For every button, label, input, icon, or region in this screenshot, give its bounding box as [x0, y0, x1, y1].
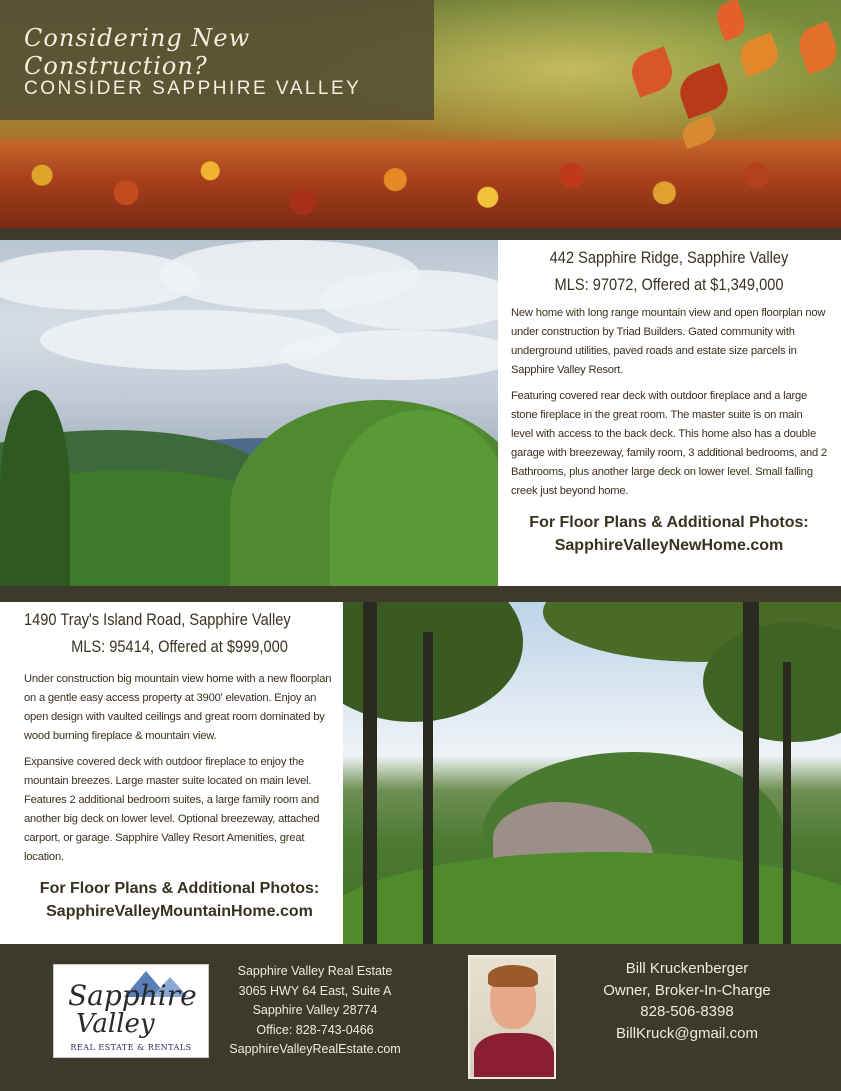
office-name: Sapphire Valley Real Estate	[237, 964, 393, 978]
falling-leaf-icon	[794, 21, 841, 75]
falling-leaf-icon	[674, 63, 733, 119]
header-script-title: Considering New Construction?	[24, 24, 251, 80]
office-website-link[interactable]: SapphireValleyRealEstate.com	[229, 1042, 401, 1056]
logo-word-sapphire: Sapphire	[68, 979, 197, 1012]
listing1-mountain-photo	[0, 240, 498, 586]
agent-contact-block	[590, 958, 784, 1044]
office-contact-block	[220, 962, 410, 1060]
logo-tagline: REAL ESTATE & RENTALS	[70, 1043, 192, 1052]
header-hero-image	[0, 0, 841, 228]
listing1-cta-text: For Floor Plans & Additional Photos:	[529, 514, 809, 531]
header-title-box	[0, 0, 434, 120]
agent-phone[interactable]: 828-506-8398	[640, 1003, 734, 1020]
logo-word-valley: Valley	[76, 1009, 155, 1039]
listing1-website-link[interactable]: SapphireValleyNewHome.com	[554, 537, 784, 554]
listing2-cta-text: For Floor Plans & Additional Photos:	[39, 880, 320, 897]
listing2-address: 1490 Tray's Island Road, Sapphire Valley	[24, 610, 291, 629]
listing2-mls-price: MLS: 95414, Offered at $999,000	[71, 637, 288, 656]
agent-title: Owner, Broker-In-Charge	[603, 981, 771, 999]
listing1-paragraph1: New home with long range mountain view and open floorplan now under construction by Triad Builders. Gated community with underground utilities, paved roads and estate size parcels in Sapphire Valley Resort.	[511, 307, 826, 376]
company-logo	[53, 964, 209, 1058]
listing1-paragraph2: Featuring covered rear deck with outdoor fireplace and a large stone fireplace in the great room. The master suite is on main level with access to the back deck. This home also has a double garage with breezeway, family room, 3 additional bedrooms, and 2 Bathrooms, plus another large deck on lower level. Small falling creek just beyond home.	[511, 390, 827, 497]
section-divider	[0, 586, 841, 602]
office-phone[interactable]: Office: 828-743-0466	[256, 1022, 374, 1037]
agent-portrait	[468, 955, 556, 1079]
agent-email-link[interactable]: BillKruck@gmail.com	[616, 1024, 758, 1042]
listing2-forest-photo	[343, 602, 841, 944]
falling-leaf-icon	[626, 46, 677, 97]
listing1-mls-price: MLS: 97072, Offered at $1,349,000	[554, 275, 784, 294]
office-city: Sapphire Valley 28774	[252, 1003, 378, 1017]
falling-leaf-icon	[735, 33, 782, 78]
falling-leaf-icon	[713, 0, 750, 41]
listing2-info-panel	[0, 602, 343, 944]
listing2-website-link[interactable]: SapphireValleyMountainHome.com	[46, 903, 313, 920]
agent-name: Bill Kruckenberger	[625, 960, 749, 977]
listing1-address: 442 Sapphire Ridge, Sapphire Valley	[549, 248, 789, 267]
office-street: 3065 HWY 64 East, Suite A	[238, 983, 392, 998]
autumn-leaves-bed	[0, 140, 841, 228]
listing2-paragraph2: Expansive covered deck with outdoor fireplace to enjoy the mountain breezes. Large master suite located on main level. Features 2 additional bedroom suites, a large family room and another big deck on lower level. Optional breezeway, attached carport, or garage. Sapphire Valley Resort Amenities, great location.	[24, 756, 320, 863]
header-subtitle: CONSIDER SAPPHIRE VALLEY	[24, 78, 362, 99]
listing1-info-panel	[498, 240, 841, 586]
listing2-paragraph1: Under construction big mountain view home with a new floorplan on a gentle easy access property at 3900' elevation. Enjoy an open design with vaulted ceilings and great room dominated by wood burning fireplace & mountain view.	[24, 673, 332, 742]
section-divider	[0, 228, 841, 240]
